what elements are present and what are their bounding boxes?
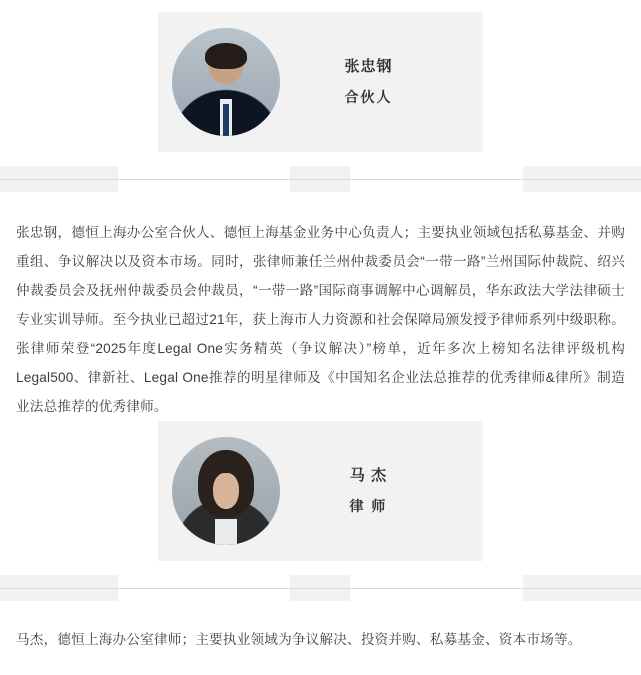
- profile-title: 律 师: [349, 498, 388, 514]
- avatar-image-man: [172, 28, 280, 136]
- profile-bio-2: 马杰，德恒上海办公室律师；主要执业领域为争议解决、投资并购、私募基金、资本市场等。: [16, 632, 582, 647]
- profile-title: 合伙人: [344, 89, 393, 105]
- avatar: [172, 437, 280, 545]
- divider-2: [0, 575, 641, 601]
- necktie-shape: [223, 104, 228, 136]
- profile-card-2: [158, 421, 483, 561]
- divider-line: [0, 179, 641, 180]
- collar-shape: [215, 519, 237, 545]
- divider-line: [0, 588, 641, 589]
- profile-name: 马 杰: [349, 467, 388, 484]
- avatar: [172, 28, 280, 136]
- document-page: [0, 12, 641, 654]
- divider-1: [0, 166, 641, 192]
- profile-card-1: [158, 12, 483, 152]
- profile-text-1: [280, 52, 483, 112]
- profile-text-2: [280, 461, 483, 521]
- profile-name: 张忠钢: [344, 58, 393, 75]
- profile-bio-1: 张忠钢，德恒上海办公室合伙人、德恒上海基金业务中心负责人；主要执业领域包括私募基金、并购重组、争议解决以及资本市场。同时，张律师兼任兰州仲裁委员会“一带一路”兰州国际仲裁院、绍兴仲裁委员会及抚州仲裁委员会仲裁员，“一带一路”国际商事调解中心调解员，华东政法大学法律硕士专业实训导师。至今执业已超过21年，获上海市人力资源和社会保障局颁发授予律师系列中级职称。张律师荣登“2025年度Legal One实务精英（争议解决）”榜单，近年多次上榜知名法律评级机构Legal500、律新社、Legal One推荐的明星律师及《中国知名企业法总推荐的优秀律师&律所》制造业法总推荐的优秀律师。: [16, 225, 625, 414]
- avatar-image-woman: [172, 437, 280, 545]
